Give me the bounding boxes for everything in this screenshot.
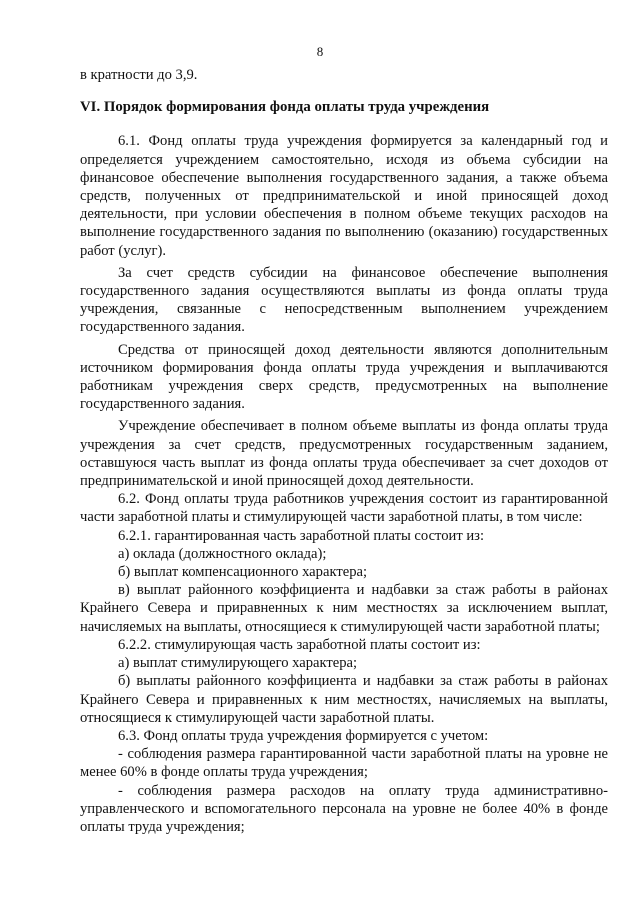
paragraph-6-2: 6.2. Фонд оплаты труда работников учреждения состоит из гарантированной части заработной платы и стимулирующей части заработной платы, в том числе:	[80, 491, 608, 526]
list-item-salary: а) оклада (должностного оклада);	[118, 545, 327, 562]
paragraph-6-3: 6.3. Фонд оплаты труда учреждения формируется с учетом:	[118, 727, 489, 744]
paragraph-income: Средства от приносящей доход деятельности являются дополнительным источником формирования фонда оплаты труда учреждения и выплачиваются работникам учреждения сверх средств, предусмотренных на выполнение государственного задания.	[80, 341, 608, 413]
document-body	[80, 66, 608, 836]
list-item-incentive: а) выплат стимулирующего характера;	[118, 655, 358, 672]
page-number: 8	[316, 44, 324, 59]
list-item-regional-incentive: б) выплаты районного коэффициента и надбавки за стаж работы в районах Крайнего Севера и приравненных к ним местностях, начисляемых на выплаты, относящиеся к стимулирующей части заработной платы.	[80, 673, 608, 726]
list-item-regional-coefficient: в) выплат районного коэффициента и надбавки за стаж работы в районах Крайнего Севера и приравненных к ним местностях за исключением выплат, начисляемых на выплаты, относящиеся к стимулирующей части заработной платы;	[80, 582, 608, 635]
list-item-compensation: б) выплат компенсационного характера;	[118, 564, 368, 581]
paragraph-6-2-1: 6.2.1. гарантированная часть заработной платы состоит из:	[118, 527, 484, 544]
paragraph-6-1: 6.1. Фонд оплаты труда учреждения формируется за календарный год и определяется учреждением самостоятельно, исходя из объема субсидии на финансовое обеспечение выполнения государственного задания, а также объема средств, полученных от предпринимательской и иной приносящей доход деятельности, при условии обеспечения в полном объеме текущих расходов на выполнение государственного задания по выполнению (оказанию) государственных работ (услуг).	[80, 133, 608, 259]
section-title: VI. Порядок формирования фонда оплаты труда учреждения	[80, 99, 490, 116]
paragraph-subsidy: За счет средств субсидии на финансовое обеспечение выполнения государственного задания осуществляются выплаты из фонда оплаты труда учреждения, связанные с непосредственным выполнением учреждением государственного задания.	[80, 264, 608, 336]
lead-line: в кратности до 3,9.	[80, 67, 198, 83]
list-item-admin-share: - соблюдения размера расходов на оплату труда административно-управленческого и вспомогательного персонала на уровне не более 40% в фонде оплаты труда учреждения;	[80, 782, 608, 835]
list-item-guaranteed-share: - соблюдения размера гарантированной части заработной платы на уровне не менее 60% в фонде оплаты труда учреждения;	[80, 746, 608, 781]
paragraph-6-2-2: 6.2.2. стимулирующая часть заработной платы состоит из:	[118, 636, 481, 653]
paragraph-provision: Учреждение обеспечивает в полном объеме выплаты из фонда оплаты труда учреждения за счет средств, предусмотренных государственным заданием, оставшуюся часть выплат из фонда оплаты труда обеспечивает за счет доходов от предпринимательской и иной приносящей доход деятельности.	[80, 418, 608, 490]
